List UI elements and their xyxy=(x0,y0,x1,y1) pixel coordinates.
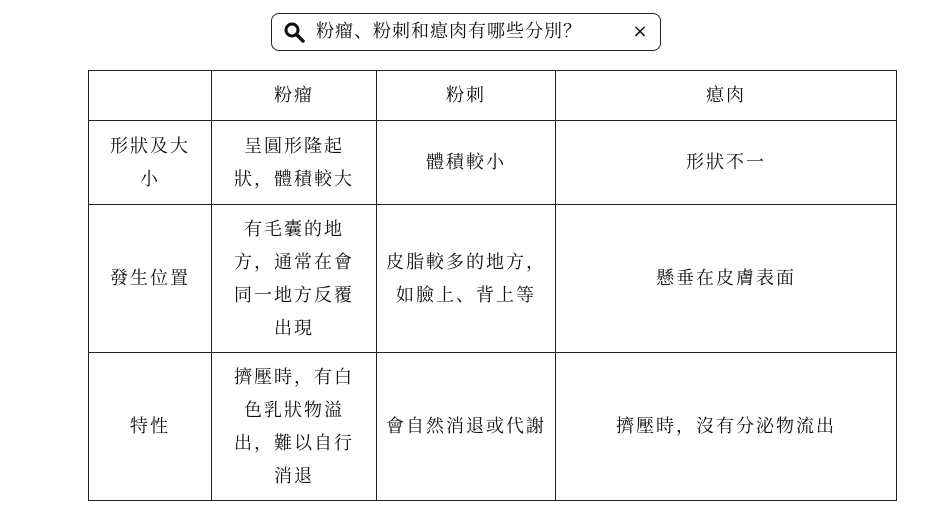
table-row xyxy=(89,205,897,353)
table-row xyxy=(89,353,897,501)
close-icon[interactable]: × xyxy=(632,21,648,42)
table-cell: 會自然消退或代謝 xyxy=(377,353,556,501)
table-cell: 體積較小 xyxy=(377,121,556,205)
row-label-feature: 特性 xyxy=(89,353,212,501)
table-cell: 有毛囊的地方，通常在會同一地方反覆出現 xyxy=(212,205,377,353)
table-cell: 形狀不一 xyxy=(556,121,897,205)
column-header-acne: 粉刺 xyxy=(377,71,556,121)
table-row xyxy=(89,121,897,205)
column-header-cyst: 粉瘤 xyxy=(212,71,377,121)
column-header-polyp: 瘜肉 xyxy=(556,71,897,121)
table-header-row xyxy=(89,71,897,121)
table-cell: 皮脂較多的地方，如臉上、背上等 xyxy=(377,205,556,353)
table-cell: 呈圓形隆起狀，體積較大 xyxy=(212,121,377,205)
table-cell: 懸垂在皮膚表面 xyxy=(556,205,897,353)
search-query[interactable]: 粉瘤、粉刺和瘜肉有哪些分別？ xyxy=(316,21,582,42)
search-icon[interactable] xyxy=(282,20,306,44)
table-corner-cell xyxy=(89,71,212,121)
table-cell: 擠壓時，有白色乳狀物溢出，難以自行消退 xyxy=(212,353,377,501)
table-cell: 擠壓時，沒有分泌物流出 xyxy=(556,353,897,501)
row-label-shape: 形狀及大小 xyxy=(89,121,212,205)
comparison-table xyxy=(88,70,897,501)
row-label-location: 發生位置 xyxy=(89,205,212,353)
search-bar[interactable] xyxy=(271,13,661,51)
